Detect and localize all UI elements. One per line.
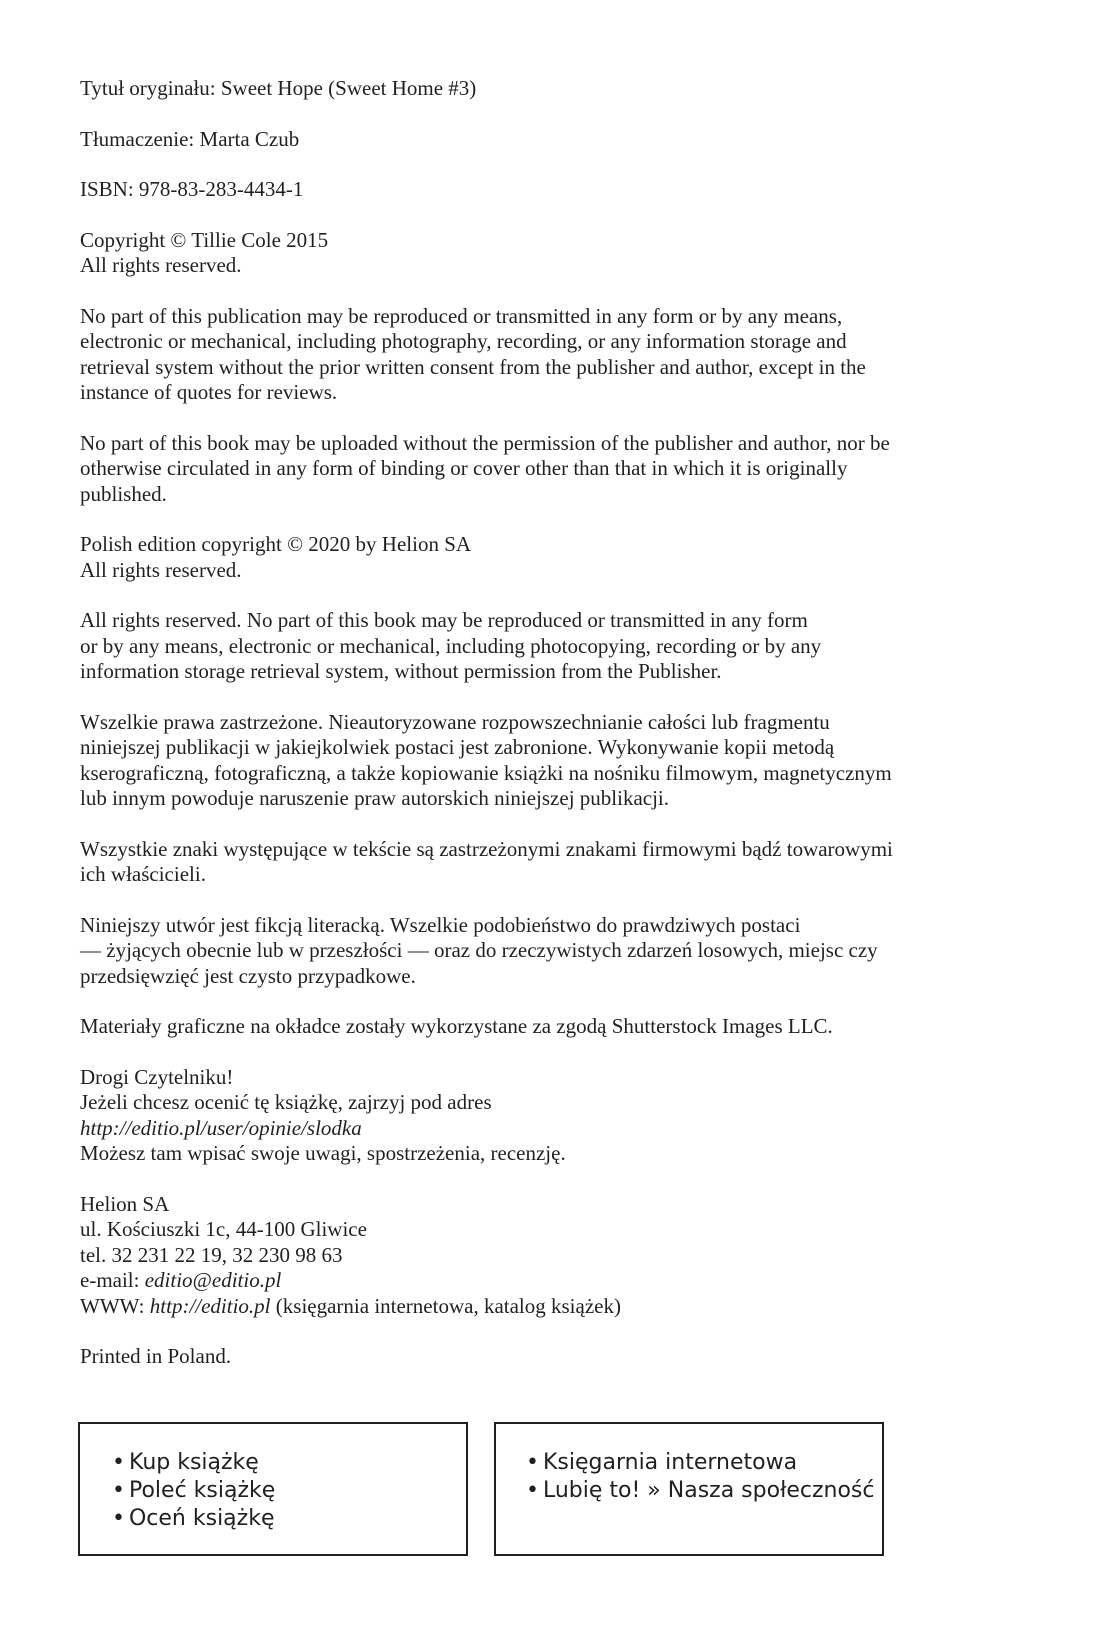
bullet-icon: • (112, 1506, 125, 1531)
www-label: WWW: (80, 1293, 150, 1318)
paragraph-line: — żyjących obecnie lub w przeszłości — oraz do rzeczywistych zdarzeń losowych, miejsc czy (80, 938, 878, 962)
publisher-address: ul. Kościuszki 1c, 44-100 Gliwice (80, 1217, 367, 1241)
no-part-book-paragraph (80, 431, 1040, 508)
reader-invitation: Możesz tam wpisać swoje uwagi, spostrzeżenia, recenzję. (80, 1141, 566, 1165)
all-rights-paragraph (80, 608, 1040, 685)
publisher-phone: tel. 32 231 22 19, 32 230 98 63 (80, 1242, 343, 1267)
isbn-block (80, 177, 1040, 203)
polish-copyright-line: Polish edition copyright © 2020 by Helion SA (80, 532, 472, 556)
reader-greeting: Drogi Czytelniku! (80, 1064, 234, 1089)
online-bookstore-link[interactable] (496, 1449, 882, 1477)
original-title: Tytuł oryginału: Sweet Hope (Sweet Home #3) (80, 76, 477, 100)
copyright-page (80, 76, 1040, 1395)
translation-block (80, 127, 1040, 153)
paragraph-line: or by any means, electronic or mechanical, including photocopying, recording or by any (80, 633, 822, 658)
isbn: ISBN: 978-83-283-4434-1 (80, 177, 304, 201)
rights-reserved-line: All rights reserved. (80, 253, 242, 277)
link-label: Księgarnia internetowa (542, 1450, 798, 1475)
paragraph-line: Materiały graficzne na okładce zostały wykorzystane za zgodą Shutterstock Images LLC. (80, 1014, 833, 1038)
paragraph-line: published. (80, 481, 167, 506)
polish-rights-paragraph (80, 710, 1040, 812)
publisher-name: Helion SA (80, 1191, 170, 1216)
no-part-publication-paragraph (80, 304, 1040, 406)
community-link[interactable] (496, 1477, 882, 1505)
link-label: Poleć książkę (128, 1478, 276, 1503)
paragraph-line: przedsięwzięć jest czysto przypadkowe. (80, 963, 416, 988)
publisher-www-line (80, 1294, 1040, 1320)
translator: Tłumaczenie: Marta Czub (80, 126, 300, 151)
paragraph-line: lub innym powoduje naruszenie praw autorskich niniejszej publikacji. (80, 786, 670, 810)
link-label: Kup książkę (128, 1450, 259, 1475)
cover-credits-paragraph (80, 1014, 1040, 1040)
paragraph-line: retrieval system without the prior written consent from the publisher and author, except in the (80, 354, 866, 379)
reader-instruction: Jeżeli chcesz ocenić tę książkę, zajrzyj pod adres (80, 1090, 492, 1114)
paragraph-line: Wszystkie znaki występujące w tekście są zastrzeżonymi znakami firmowymi bądź towarowymi (80, 836, 893, 861)
email-label: e-mail: (80, 1268, 145, 1292)
paragraph-line: No part of this publication may be reproduced or transmitted in any form or by any means, (80, 303, 843, 328)
original-title-block (80, 76, 1040, 102)
publisher-info-block (80, 1192, 1040, 1320)
paragraph-line: Wszelkie prawa zastrzeżone. Nieautoryzowane rozpowszechnianie całości lub fragmentu (80, 709, 830, 734)
polish-edition-block (80, 532, 1040, 583)
bookstore-links-box (494, 1422, 884, 1556)
buy-book-link[interactable] (80, 1449, 466, 1477)
recommend-book-link[interactable] (80, 1477, 466, 1505)
paragraph-line: electronic or mechanical, including photography, recording, or any information storage and (80, 329, 847, 353)
printed-block (80, 1344, 1040, 1370)
paragraph-line: ich właścicieli. (80, 862, 206, 886)
paragraph-line: Niniejszy utwór jest fikcją literacką. Wszelkie podobieństwo do prawdziwych postaci (80, 912, 801, 937)
link-label: Lubię to! » Nasza społeczność (542, 1478, 875, 1503)
link-label: Oceń książkę (128, 1506, 275, 1531)
review-url-link[interactable]: http://editio.pl/user/opinie/slodka (80, 1115, 362, 1140)
printed-in: Printed in Poland. (80, 1344, 232, 1368)
bullet-icon: • (112, 1450, 125, 1475)
original-copyright-block (80, 228, 1040, 279)
copyright-line: Copyright © Tillie Cole 2015 (80, 227, 329, 252)
rights-reserved-line: All rights reserved. (80, 557, 242, 582)
paragraph-line: All rights reserved. No part of this book may be reproduced or transmitted in any form (80, 608, 808, 632)
paragraph-line: No part of this book may be uploaded without the permission of the publisher and author, nor be (80, 430, 890, 455)
book-actions-box (78, 1422, 468, 1556)
paragraph-line: kserograficzną, fotograficzną, a także kopiowanie książki na nośniku filmowym, magnetycznym (80, 760, 892, 785)
paragraph-line: information storage retrieval system, without permission from the Publisher. (80, 659, 722, 683)
website-link[interactable]: http://editio.pl (149, 1293, 271, 1318)
rate-book-link[interactable] (80, 1505, 466, 1533)
reader-note-block (80, 1065, 1040, 1167)
bullet-icon: • (526, 1478, 539, 1503)
email-link[interactable]: editio@editio.pl (144, 1268, 282, 1292)
bullet-icon: • (526, 1450, 539, 1475)
bullet-icon: • (112, 1478, 125, 1503)
publisher-email-line (80, 1268, 1040, 1294)
paragraph-line: otherwise circulated in any form of binding or cover other than that in which it is originally (80, 456, 848, 480)
paragraph-line: instance of quotes for reviews. (80, 380, 338, 404)
trademarks-paragraph (80, 837, 1040, 888)
fiction-disclaimer-paragraph (80, 913, 1040, 990)
action-links-section (78, 1422, 1018, 1560)
paragraph-line: niniejszej publikacji w jakiejkolwiek postaci jest zabronione. Wykonywanie kopii metodą (80, 735, 835, 759)
www-note: (księgarnia internetowa, katalog książek) (270, 1293, 621, 1318)
